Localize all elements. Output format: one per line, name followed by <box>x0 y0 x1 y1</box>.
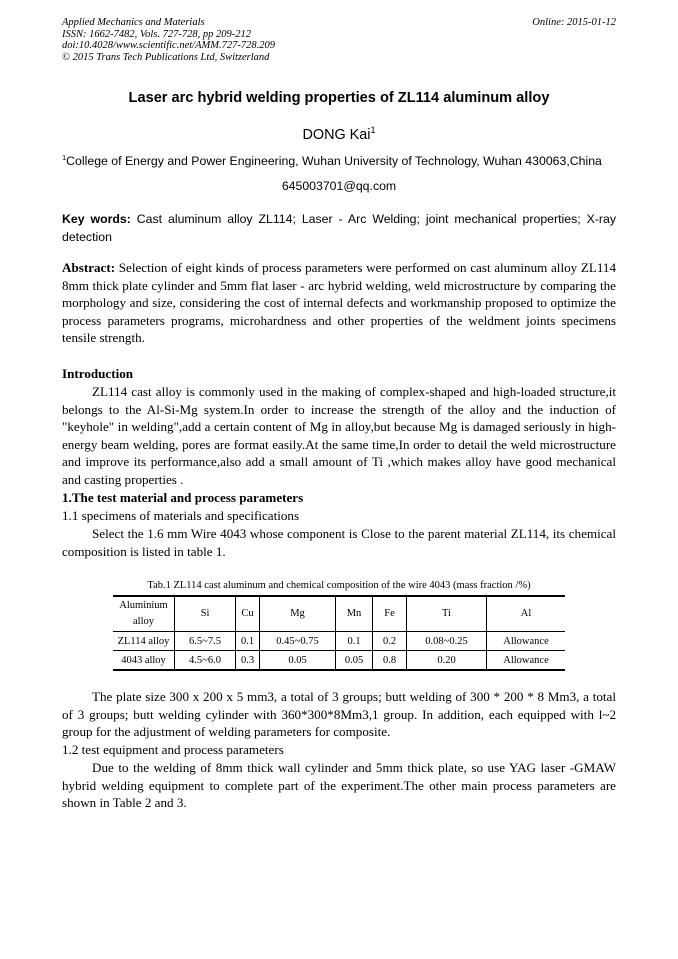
journal-name: Applied Mechanics and Materials <box>62 17 205 28</box>
table-cell: 0.3 <box>236 651 260 671</box>
paper-title: Laser arc hybrid welding properties of ZL114 aluminum alloy <box>128 90 550 106</box>
keywords-label: Key words: <box>62 212 131 226</box>
table-header-row <box>113 596 565 632</box>
abstract-text: Selection of eight kinds of process parameters were performed on cast aluminum alloy ZL114 8mm thick plate cylinder and 5mm flat laser - arc hybrid welding, weld microstructure by comparing the morphology and size, considering the cost of internal defects and workmanship proposed to optimize the process parameters programs, microhardness and other properties of the weldment joints specimens tensile strength. <box>62 260 616 346</box>
table-cell: 0.05 <box>336 651 373 671</box>
affiliation <box>62 153 616 168</box>
section1-2-heading: 1.2 test equipment and process parameters <box>62 742 284 757</box>
table-row <box>113 651 565 671</box>
equipment-text: Due to the welding of 8mm thick wall cylinder and 5mm thick plate, so use YAG laser -GMAW hybrid welding equipment to complete part of the experiment.The other main process parameters are shown in Table 2 and 3. <box>62 760 616 811</box>
table-cell: 0.45~0.75 <box>260 632 336 651</box>
table-header-cell: Ti <box>407 596 487 632</box>
section1-heading: 1.The test material and process parameters <box>62 490 304 505</box>
keywords <box>62 210 616 246</box>
abstract <box>62 259 616 347</box>
table-header-cell: Al <box>487 596 566 632</box>
plate-size-text: The plate size 300 x 200 x 5 mm3, a total of 3 groups; butt welding of 300 * 200 * 8 Mm3, a total of 3 groups; butt welding cylinder with 360*300*8Mm3,1 group. In addition, each equipped with l~2 group for the adjustment of welding parameters for composite. <box>62 689 616 740</box>
affiliation-text: College of Energy and Power Engineering, Wuhan University of Technology, Wuhan 430063,China <box>66 154 602 168</box>
table-cell: 0.08~0.25 <box>407 632 487 651</box>
author <box>62 125 616 143</box>
table-cell: 0.2 <box>373 632 407 651</box>
table-cell: 4.5~6.0 <box>175 651 236 671</box>
table-header-cell: Si <box>175 596 236 632</box>
table1-caption: Tab.1 ZL114 cast aluminum and chemical composition of the wire 4043 (mass fraction /%) <box>147 580 531 591</box>
table-header-cell: Fe <box>373 596 407 632</box>
keywords-text: Cast aluminum alloy ZL114; Laser - Arc Welding; joint mechanical properties; X-ray detection <box>62 212 616 244</box>
online-date: Online: 2015-01-12 <box>532 17 616 28</box>
section1-1-heading: 1.1 specimens of materials and specifications <box>62 508 300 523</box>
author-name: DONG Kai <box>302 127 371 143</box>
section1-1-text: Select the 1.6 mm Wire 4043 whose component is Close to the parent material ZL114, its chemical composition is listed in table 1. <box>62 526 616 559</box>
table-cell: ZL114 alloy <box>113 632 175 651</box>
table-header-cell: Mg <box>260 596 336 632</box>
table-cell: 6.5~7.5 <box>175 632 236 651</box>
introduction-heading: Introduction <box>62 366 134 381</box>
author-email[interactable]: 645003701@qq.com <box>281 179 397 193</box>
table-cell: Allowance <box>487 651 566 671</box>
author-sup: 1 <box>370 125 376 135</box>
journal-header <box>62 17 616 63</box>
introduction-text: ZL114 cast alloy is commonly used in the making of complex-shaped and high-loaded structure,it belongs to the Al-Si-Mg system.In order to increase the strength of the alloy and the induction of "keyhole" in welding",add a certain content of Mg in alloy,but because Mg is damaged seriously in high-energy beam welding, pores are format easily.At the same time,In order to detail the weld microstructure and improve its performance,also add a small amount of Ti ,which makes alloy have good mechanical and casting properties . <box>62 384 616 487</box>
table-header-cell: Mn <box>336 596 373 632</box>
table-header-cell: Cu <box>236 596 260 632</box>
table-cell: 0.05 <box>260 651 336 671</box>
doi: doi:10.4028/www.scientific.net/AMM.727-728.209 <box>62 40 275 52</box>
table-header-cell: Aluminium alloy <box>113 596 175 632</box>
table-cell: 0.20 <box>407 651 487 671</box>
issn: ISSN: 1662-7482, Vols. 727-728, pp 209-212 <box>62 28 251 40</box>
table-cell: 0.1 <box>236 632 260 651</box>
abstract-label: Abstract: <box>62 260 116 275</box>
affiliation-sup: 1 <box>62 153 67 162</box>
table-cell: 4043 alloy <box>113 651 175 671</box>
table1 <box>113 595 565 671</box>
table-row <box>113 632 565 651</box>
table-cell: 0.8 <box>373 651 407 671</box>
copyright: © 2015 Trans Tech Publications Ltd, Switzerland <box>62 51 270 63</box>
table-cell: Allowance <box>487 632 566 651</box>
table-cell: 0.1 <box>336 632 373 651</box>
